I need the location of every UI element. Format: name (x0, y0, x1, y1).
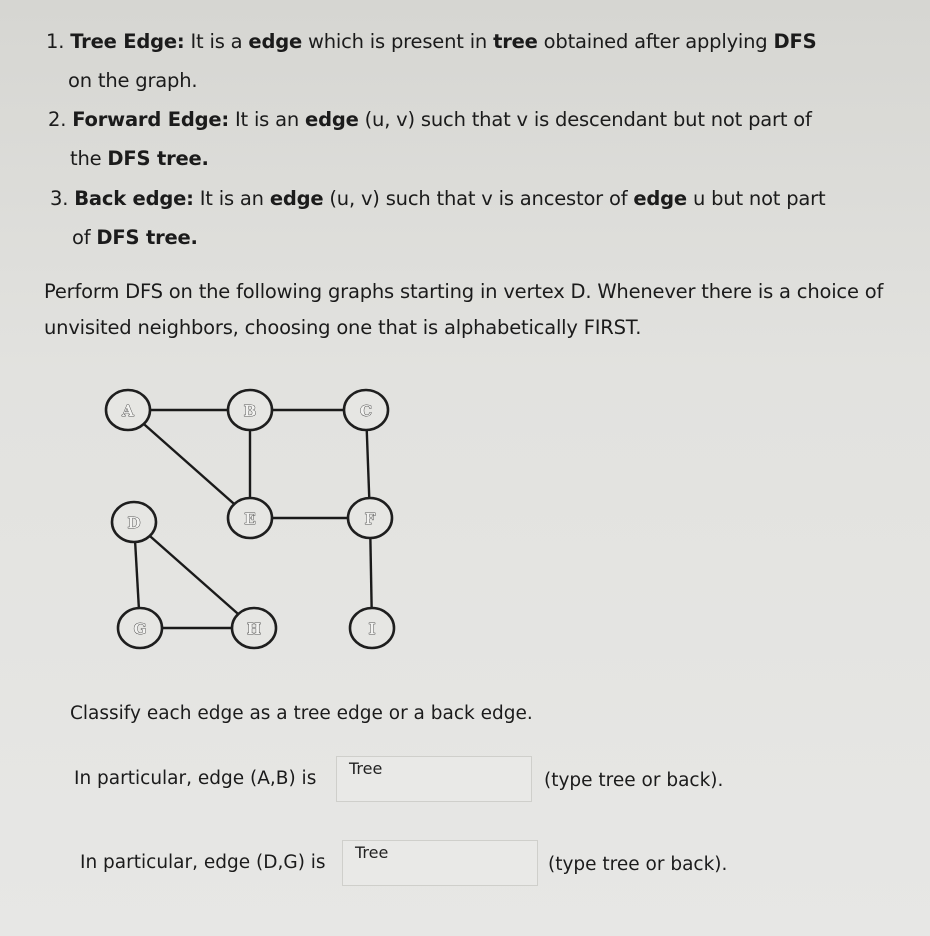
definition-term: Tree Edge: (70, 30, 185, 53)
node-label-h: H (246, 620, 262, 638)
definition-bold-edge: edge (305, 108, 359, 131)
question-label: In particular, edge (A,B) is (74, 768, 317, 789)
answer-input[interactable]: Tree (342, 840, 538, 886)
node-label-a: A (122, 402, 134, 420)
definition-text: It is a (184, 30, 249, 53)
definition-text: which is present in (302, 30, 494, 53)
definition-bold-edge: edge (269, 187, 324, 210)
definition-bold-edge: edge (633, 187, 687, 210)
definition-number: 1. (46, 30, 65, 53)
definition-text: It is an (193, 187, 270, 210)
node-label-e: E (244, 510, 256, 528)
definition-term: Forward Edge: (72, 108, 229, 131)
definition-text: of (72, 226, 97, 249)
node-label-i: I (368, 620, 376, 638)
definition-bold-dfs: DFS (773, 30, 817, 53)
definition-text-line2: on the graph. (68, 69, 198, 92)
node-label-c: C (360, 402, 372, 420)
definition-bold-dfs-tree: DFS tree. (96, 226, 198, 249)
definition-text: the (70, 147, 108, 170)
definition-bold-tree: tree (493, 30, 538, 53)
node-label-b: B (243, 402, 257, 420)
definition-term: Back edge: (74, 187, 194, 210)
definition-text: u but not part (686, 187, 826, 210)
node-label-g: G (133, 620, 147, 638)
edge-a-e (128, 410, 250, 518)
node-label-d: D (127, 514, 141, 532)
definition-bold-edge: edge (248, 30, 302, 53)
question-label: In particular, edge (D,G) is (80, 852, 326, 873)
definition-number: 3. (50, 187, 69, 210)
question-suffix: (type tree or back). (548, 854, 728, 875)
definition-text: (u, v) such that v is ancestor of (323, 187, 634, 210)
definition-number: 2. (48, 108, 67, 131)
answer-input[interactable]: Tree (336, 756, 532, 802)
definition-text: (u, v) such that v is descendant but not part of (358, 108, 812, 131)
definition-text: obtained after applying (537, 30, 774, 53)
classify-prompt: Classify each edge as a tree edge or a back edge. (70, 703, 533, 724)
definition-bold-dfs-tree: DFS tree. (107, 147, 209, 170)
question-suffix: (type tree or back). (544, 770, 724, 791)
definition-text: It is an (228, 108, 306, 131)
node-label-f: F (364, 510, 376, 528)
instruction-text: Perform DFS on the following graphs starting in vertex D. Whenever there is a choice of unvisited neighbors, choosing one that is alphabetically FIRST. (44, 280, 884, 339)
